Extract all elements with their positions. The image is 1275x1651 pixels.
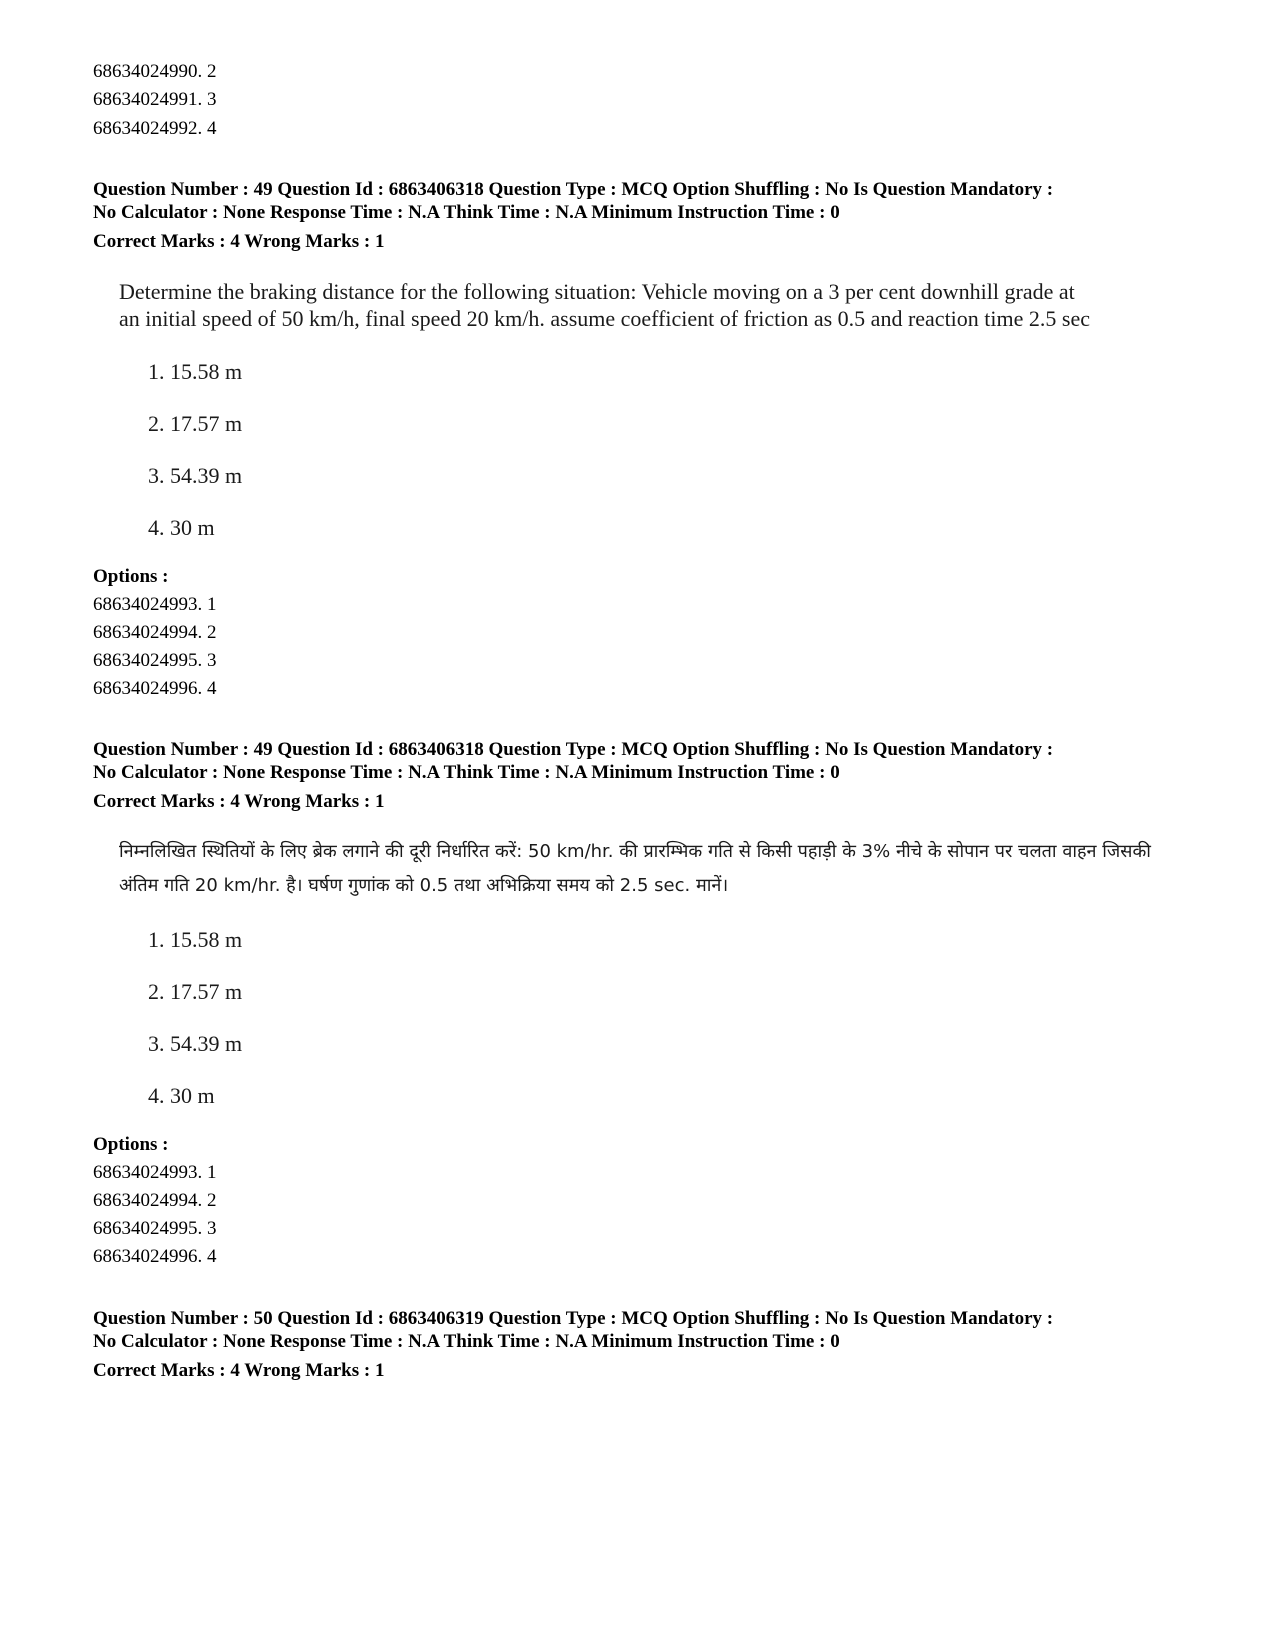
- question-text: Determine the braking distance for the following situation: Vehicle moving on a 3 per cent downhill grade at: [119, 279, 1075, 304]
- option-id-line: 68634024995. 3: [93, 650, 217, 671]
- question-header-cont: No Calculator : None Response Time : N.A Think Time : N.A Minimum Instruction Time : 0: [93, 202, 840, 223]
- option-id-line: 68634024992. 4: [93, 118, 217, 139]
- question-text: निम्नलिखित स्थितियों के लिए ब्रेक लगाने की दूरी निर्धारित करें: 50 km/hr. की प्रारम्भिक गति से किसी पहाड़ी के 3% नीचे के सोपान पर चलता वाहन जिसकी: [119, 841, 1151, 862]
- option-id-line: 68634024994. 2: [93, 622, 217, 643]
- question-text: अंतिम गति 20 km/hr. है। घर्षण गुणांक को 0.5 तथा अभिक्रिया समय को 2.5 sec. मानें।: [119, 875, 729, 896]
- option-id-line: 68634024993. 1: [93, 1162, 217, 1183]
- question-marks: Correct Marks : 4 Wrong Marks : 1: [93, 1360, 385, 1381]
- answer-choice: 1. 15.58 m: [148, 927, 243, 952]
- answer-choice: 4. 30 m: [148, 515, 215, 540]
- question-marks: Correct Marks : 4 Wrong Marks : 1: [93, 231, 385, 252]
- options-label: Options :: [93, 566, 169, 587]
- answer-choice: 1. 15.58 m: [148, 359, 243, 384]
- answer-choice: 3. 54.39 m: [148, 463, 243, 488]
- option-id-line: 68634024996. 4: [93, 1246, 217, 1267]
- options-label: Options :: [93, 1134, 169, 1155]
- question-marks: Correct Marks : 4 Wrong Marks : 1: [93, 791, 385, 812]
- option-id-line: 68634024993. 1: [93, 594, 217, 615]
- answer-choice: 2. 17.57 m: [148, 979, 243, 1004]
- answer-choice: 4. 30 m: [148, 1083, 215, 1108]
- question-text: an initial speed of 50 km/h, final speed 20 km/h. assume coefficient of friction as 0.5 and reaction time 2.5 sec: [119, 306, 1090, 331]
- answer-choice: 2. 17.57 m: [148, 411, 243, 436]
- option-id-line: 68634024995. 3: [93, 1218, 217, 1239]
- question-header: Question Number : 49 Question Id : 6863406318 Question Type : MCQ Option Shuffling : No Is Question Mandatory :: [93, 739, 1054, 760]
- option-id-line: 68634024996. 4: [93, 678, 217, 699]
- option-id-line: 68634024994. 2: [93, 1190, 217, 1211]
- question-header: Question Number : 49 Question Id : 6863406318 Question Type : MCQ Option Shuffling : No Is Question Mandatory :: [93, 179, 1054, 200]
- question-header: Question Number : 50 Question Id : 6863406319 Question Type : MCQ Option Shuffling : No Is Question Mandatory :: [93, 1308, 1054, 1329]
- option-id-line: 68634024990. 2: [93, 61, 217, 82]
- question-header-cont: No Calculator : None Response Time : N.A Think Time : N.A Minimum Instruction Time : 0: [93, 1331, 840, 1352]
- question-header-cont: No Calculator : None Response Time : N.A Think Time : N.A Minimum Instruction Time : 0: [93, 762, 840, 783]
- option-id-line: 68634024991. 3: [93, 89, 217, 110]
- answer-choice: 3. 54.39 m: [148, 1031, 243, 1056]
